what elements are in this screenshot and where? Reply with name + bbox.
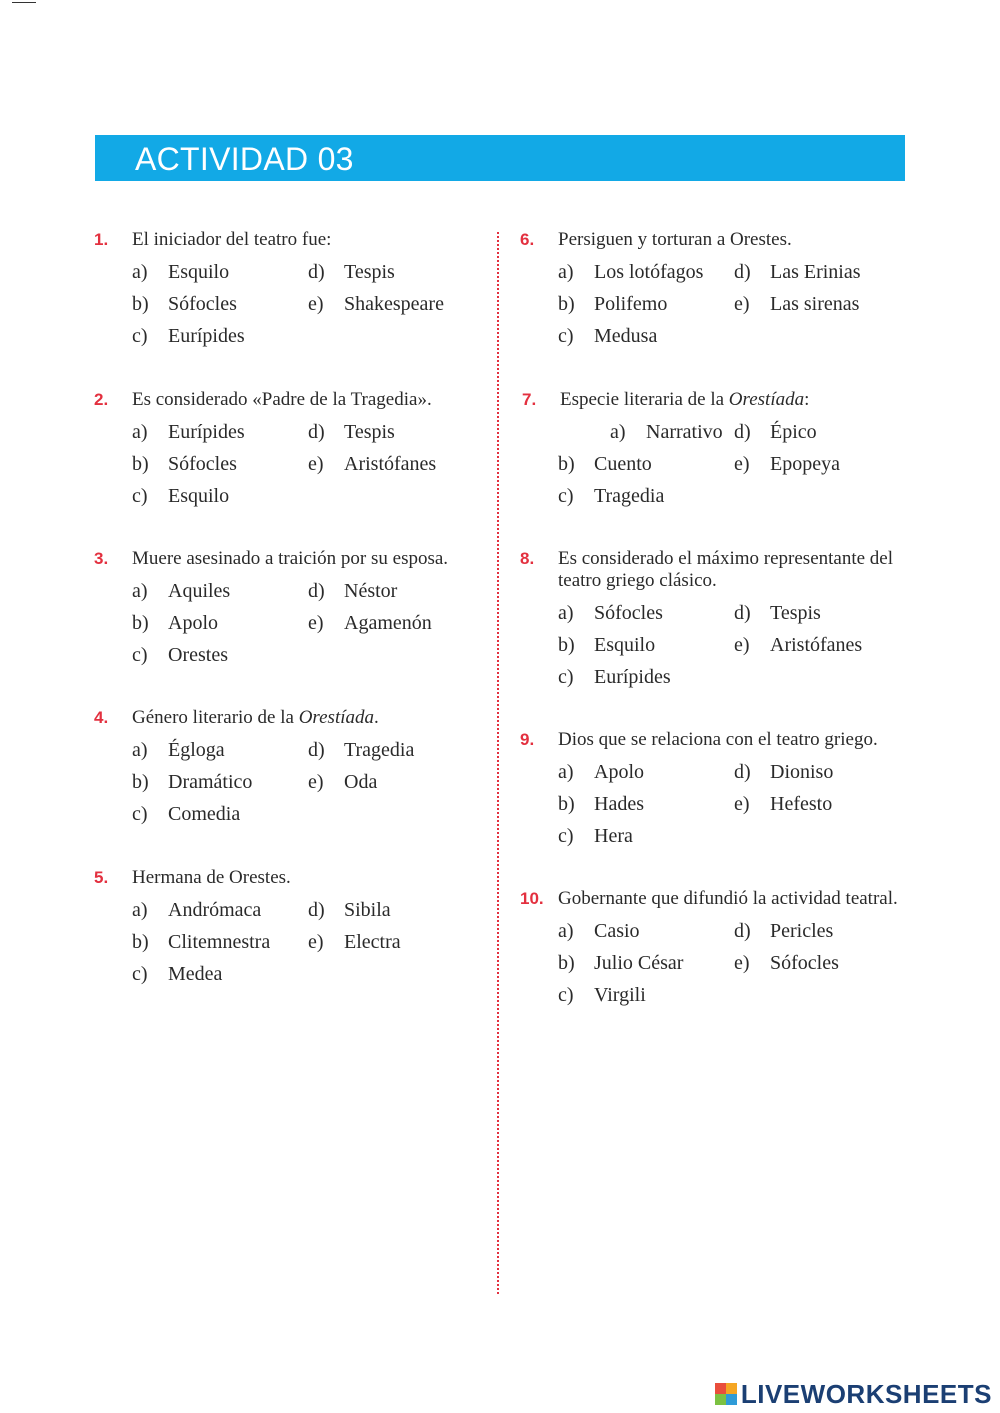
option-letter: d) bbox=[308, 421, 325, 443]
question-6 bbox=[520, 229, 958, 357]
option-text: Virgili bbox=[594, 984, 646, 1006]
option-b[interactable] bbox=[558, 952, 683, 975]
option-letter: e) bbox=[734, 793, 750, 815]
option-letter: d) bbox=[308, 580, 325, 602]
question-1 bbox=[94, 229, 535, 357]
question-header bbox=[94, 229, 535, 251]
option-text: Polifemo bbox=[594, 293, 668, 315]
options bbox=[560, 421, 960, 517]
option-letter: c) bbox=[558, 485, 574, 507]
options bbox=[558, 261, 958, 357]
option-text: Sófocles bbox=[770, 952, 839, 974]
option-a[interactable] bbox=[558, 920, 640, 943]
option-text: Esquilo bbox=[594, 634, 656, 656]
option-letter: d) bbox=[734, 761, 751, 783]
option-letter: a) bbox=[610, 421, 626, 443]
option-letter: c) bbox=[558, 825, 574, 847]
question-7 bbox=[522, 389, 960, 517]
option-letter: e) bbox=[734, 293, 750, 315]
option-letter: b) bbox=[558, 793, 575, 815]
option-text: Eurípides bbox=[168, 421, 245, 443]
option-letter: b) bbox=[132, 771, 149, 793]
question-text: Género literario de la Orestíada. bbox=[132, 707, 379, 728]
option-text: Eurípides bbox=[168, 325, 245, 347]
option-letter: e) bbox=[308, 612, 324, 634]
option-text: Tragedia bbox=[594, 485, 665, 507]
option-c[interactable] bbox=[132, 485, 229, 508]
top-dash-mark bbox=[12, 2, 36, 3]
option-d[interactable] bbox=[308, 899, 391, 922]
logo-square bbox=[726, 1394, 737, 1405]
question-text: Es considerado «Padre de la Tragedia». bbox=[132, 389, 432, 410]
option-d[interactable] bbox=[308, 739, 414, 762]
option-a[interactable] bbox=[132, 261, 229, 284]
option-letter: c) bbox=[558, 984, 574, 1006]
option-c[interactable] bbox=[132, 803, 240, 826]
options bbox=[132, 899, 532, 995]
option-letter: b) bbox=[132, 931, 149, 953]
option-letter: d) bbox=[734, 261, 751, 283]
option-letter: a) bbox=[132, 580, 148, 602]
option-b[interactable] bbox=[132, 612, 218, 635]
question-text: Dios que se relaciona con el teatro griego. bbox=[558, 729, 878, 750]
option-letter: c) bbox=[132, 644, 148, 666]
option-text: Tragedia bbox=[344, 739, 415, 761]
question-number: 9. bbox=[520, 730, 535, 749]
option-letter: a) bbox=[132, 899, 148, 921]
option-c[interactable] bbox=[558, 325, 657, 348]
option-letter: b) bbox=[132, 612, 149, 634]
option-letter: d) bbox=[308, 261, 325, 283]
option-d[interactable] bbox=[734, 602, 821, 625]
option-d[interactable] bbox=[308, 580, 397, 603]
question-number: 7. bbox=[522, 390, 537, 409]
question-header bbox=[520, 888, 898, 910]
option-text: Tespis bbox=[770, 602, 821, 624]
question-text: El iniciador del teatro fue: bbox=[132, 229, 332, 250]
option-text: Sófocles bbox=[168, 453, 237, 475]
option-text: Esquilo bbox=[168, 485, 230, 507]
options bbox=[132, 421, 532, 517]
option-text: Los lotófagos bbox=[594, 261, 704, 283]
question-9 bbox=[520, 729, 958, 857]
option-letter: a) bbox=[132, 739, 148, 761]
option-letter: b) bbox=[558, 634, 575, 656]
options bbox=[558, 761, 958, 857]
option-letter: b) bbox=[132, 293, 149, 315]
option-letter: a) bbox=[132, 421, 148, 443]
question-10 bbox=[520, 888, 898, 1016]
option-e[interactable] bbox=[308, 453, 436, 476]
option-b[interactable] bbox=[132, 771, 252, 794]
option-d[interactable] bbox=[734, 421, 817, 444]
option-text: Tespis bbox=[344, 261, 395, 283]
option-text: Aristófanes bbox=[770, 634, 863, 656]
option-letter: e) bbox=[308, 771, 324, 793]
option-letter: e) bbox=[734, 952, 750, 974]
question-header bbox=[520, 229, 958, 251]
question-number: 8. bbox=[520, 549, 535, 568]
option-text: Eurípides bbox=[594, 666, 671, 688]
option-text: Hades bbox=[594, 793, 644, 815]
option-letter: e) bbox=[734, 634, 750, 656]
option-letter: c) bbox=[132, 963, 148, 985]
option-c[interactable] bbox=[558, 825, 633, 848]
option-letter: c) bbox=[558, 666, 574, 688]
options bbox=[132, 580, 532, 676]
option-letter: d) bbox=[734, 920, 751, 942]
option-c[interactable] bbox=[132, 963, 222, 986]
question-text: Hermana de Orestes. bbox=[132, 867, 291, 888]
question-4 bbox=[94, 707, 535, 835]
logo-square bbox=[726, 1383, 737, 1394]
option-text: Dramático bbox=[168, 771, 253, 793]
question-8 bbox=[520, 548, 898, 698]
option-letter: c) bbox=[558, 325, 574, 347]
option-letter: a) bbox=[558, 602, 574, 624]
option-letter: d) bbox=[734, 421, 751, 443]
option-e[interactable] bbox=[734, 634, 862, 657]
question-number: 3. bbox=[94, 549, 109, 568]
logo-square bbox=[715, 1383, 726, 1394]
option-text: Narrativo bbox=[646, 421, 723, 443]
option-e[interactable] bbox=[734, 793, 832, 816]
option-letter: a) bbox=[558, 261, 574, 283]
option-a[interactable] bbox=[610, 421, 723, 444]
option-text: Medea bbox=[168, 963, 223, 985]
option-text: Las sirenas bbox=[770, 293, 860, 315]
question-header bbox=[94, 867, 532, 889]
option-letter: d) bbox=[734, 602, 751, 624]
question-text: Especie literaria de la Orestíada: bbox=[560, 389, 810, 410]
option-a[interactable] bbox=[558, 761, 644, 784]
option-text: Sófocles bbox=[168, 293, 237, 315]
liveworksheets-brand[interactable] bbox=[715, 1376, 992, 1412]
option-text: Aristófanes bbox=[344, 453, 437, 475]
option-letter: c) bbox=[132, 485, 148, 507]
options bbox=[558, 602, 898, 698]
question-header bbox=[94, 707, 532, 729]
option-text: Oda bbox=[344, 771, 378, 793]
option-text: Aquiles bbox=[168, 580, 231, 602]
question-5 bbox=[94, 867, 532, 995]
option-d[interactable] bbox=[734, 261, 861, 284]
option-b[interactable] bbox=[558, 453, 652, 476]
logo-square bbox=[715, 1394, 726, 1405]
option-text: Cuento bbox=[594, 453, 652, 475]
option-text: Égloga bbox=[168, 739, 225, 761]
option-text: Electra bbox=[344, 931, 401, 953]
option-letter: c) bbox=[132, 325, 148, 347]
question-number: 1. bbox=[94, 230, 109, 249]
option-letter: e) bbox=[734, 453, 750, 475]
question-text: Persiguen y torturan a Orestes. bbox=[558, 229, 792, 250]
option-e[interactable] bbox=[308, 931, 401, 954]
option-letter: d) bbox=[308, 899, 325, 921]
option-c[interactable] bbox=[558, 666, 671, 689]
question-header bbox=[522, 389, 960, 411]
option-a[interactable] bbox=[132, 421, 245, 444]
option-text: Hefesto bbox=[770, 793, 833, 815]
page-title: ACTIVIDAD 03 bbox=[135, 141, 354, 177]
option-letter: a) bbox=[558, 920, 574, 942]
option-text: Apolo bbox=[594, 761, 644, 783]
option-text: Sibila bbox=[344, 899, 391, 921]
option-b[interactable] bbox=[558, 293, 667, 316]
option-e[interactable] bbox=[308, 771, 377, 794]
brand-name: LIVEWORKSHEETS bbox=[740, 1378, 992, 1409]
option-text: Casio bbox=[594, 920, 640, 942]
option-a[interactable] bbox=[558, 261, 703, 284]
option-a[interactable] bbox=[132, 899, 261, 922]
option-letter: a) bbox=[558, 761, 574, 783]
option-letter: b) bbox=[558, 453, 575, 475]
option-letter: d) bbox=[308, 739, 325, 761]
option-e[interactable] bbox=[734, 293, 859, 316]
option-text: Orestes bbox=[168, 644, 228, 666]
option-text: Sófocles bbox=[594, 602, 663, 624]
option-a[interactable] bbox=[558, 602, 663, 625]
work-title: Orestíada bbox=[298, 707, 374, 728]
question-3 bbox=[94, 548, 535, 676]
option-b[interactable] bbox=[132, 453, 237, 476]
option-d[interactable] bbox=[734, 761, 833, 784]
option-text: Pericles bbox=[770, 920, 834, 942]
option-text: Hera bbox=[594, 825, 633, 847]
option-text: Néstor bbox=[344, 580, 398, 602]
option-text: Epopeya bbox=[770, 453, 840, 475]
options bbox=[558, 920, 898, 1016]
option-d[interactable] bbox=[308, 421, 395, 444]
option-d[interactable] bbox=[308, 261, 395, 284]
question-header bbox=[520, 729, 958, 751]
question-text: Gobernante que difundió la actividad teatral. bbox=[558, 888, 898, 909]
option-e[interactable] bbox=[734, 952, 839, 975]
option-letter: b) bbox=[558, 952, 575, 974]
option-letter: e) bbox=[308, 931, 324, 953]
option-c[interactable] bbox=[132, 325, 245, 348]
option-text: Esquilo bbox=[168, 261, 230, 283]
option-c[interactable] bbox=[132, 644, 228, 667]
question-number: 10. bbox=[520, 889, 544, 908]
work-title: Orestíada bbox=[728, 389, 805, 410]
question-number: 5. bbox=[94, 868, 109, 887]
question-text: Muere asesinado a traición por su esposa. bbox=[132, 548, 449, 569]
question-number: 2. bbox=[94, 390, 109, 409]
question-number: 6. bbox=[520, 230, 535, 249]
option-text: Medusa bbox=[594, 325, 658, 347]
activity-banner bbox=[95, 135, 905, 181]
option-e[interactable] bbox=[308, 293, 444, 316]
option-letter: b) bbox=[132, 453, 149, 475]
question-header bbox=[94, 548, 535, 570]
option-letter: e) bbox=[308, 453, 324, 475]
option-letter: e) bbox=[308, 293, 324, 315]
option-text: Andrómaca bbox=[168, 899, 262, 921]
option-text: Dioniso bbox=[770, 761, 834, 783]
option-e[interactable] bbox=[308, 612, 432, 635]
question-text: Es considerado el máximo representante del teatro griego clásico. bbox=[558, 548, 894, 591]
option-c[interactable] bbox=[558, 485, 664, 508]
question-header bbox=[94, 389, 532, 411]
option-text: Shakespeare bbox=[344, 293, 444, 315]
option-text: Agamenón bbox=[344, 612, 432, 634]
option-b[interactable] bbox=[132, 293, 237, 316]
option-text: Las Erinias bbox=[770, 261, 861, 283]
option-e[interactable] bbox=[734, 453, 840, 476]
question-header bbox=[520, 548, 898, 592]
options bbox=[132, 261, 532, 357]
option-text: Apolo bbox=[168, 612, 218, 634]
option-text: Comedia bbox=[168, 803, 241, 825]
option-b[interactable] bbox=[558, 634, 655, 657]
option-letter: a) bbox=[132, 261, 148, 283]
option-letter: c) bbox=[132, 803, 148, 825]
question-2 bbox=[94, 389, 532, 517]
option-d[interactable] bbox=[734, 920, 833, 943]
option-c[interactable] bbox=[558, 984, 646, 1007]
option-text: Épico bbox=[770, 421, 817, 443]
liveworksheets-logo-icon bbox=[715, 1383, 737, 1405]
option-a[interactable] bbox=[132, 580, 230, 603]
question-number: 4. bbox=[94, 708, 109, 727]
option-a[interactable] bbox=[132, 739, 225, 762]
option-text: Tespis bbox=[344, 421, 395, 443]
option-text: Julio César bbox=[594, 952, 684, 974]
options bbox=[132, 739, 532, 835]
option-letter: b) bbox=[558, 293, 575, 315]
option-b[interactable] bbox=[132, 931, 270, 954]
option-b[interactable] bbox=[558, 793, 644, 816]
option-text: Clitemnestra bbox=[168, 931, 271, 953]
